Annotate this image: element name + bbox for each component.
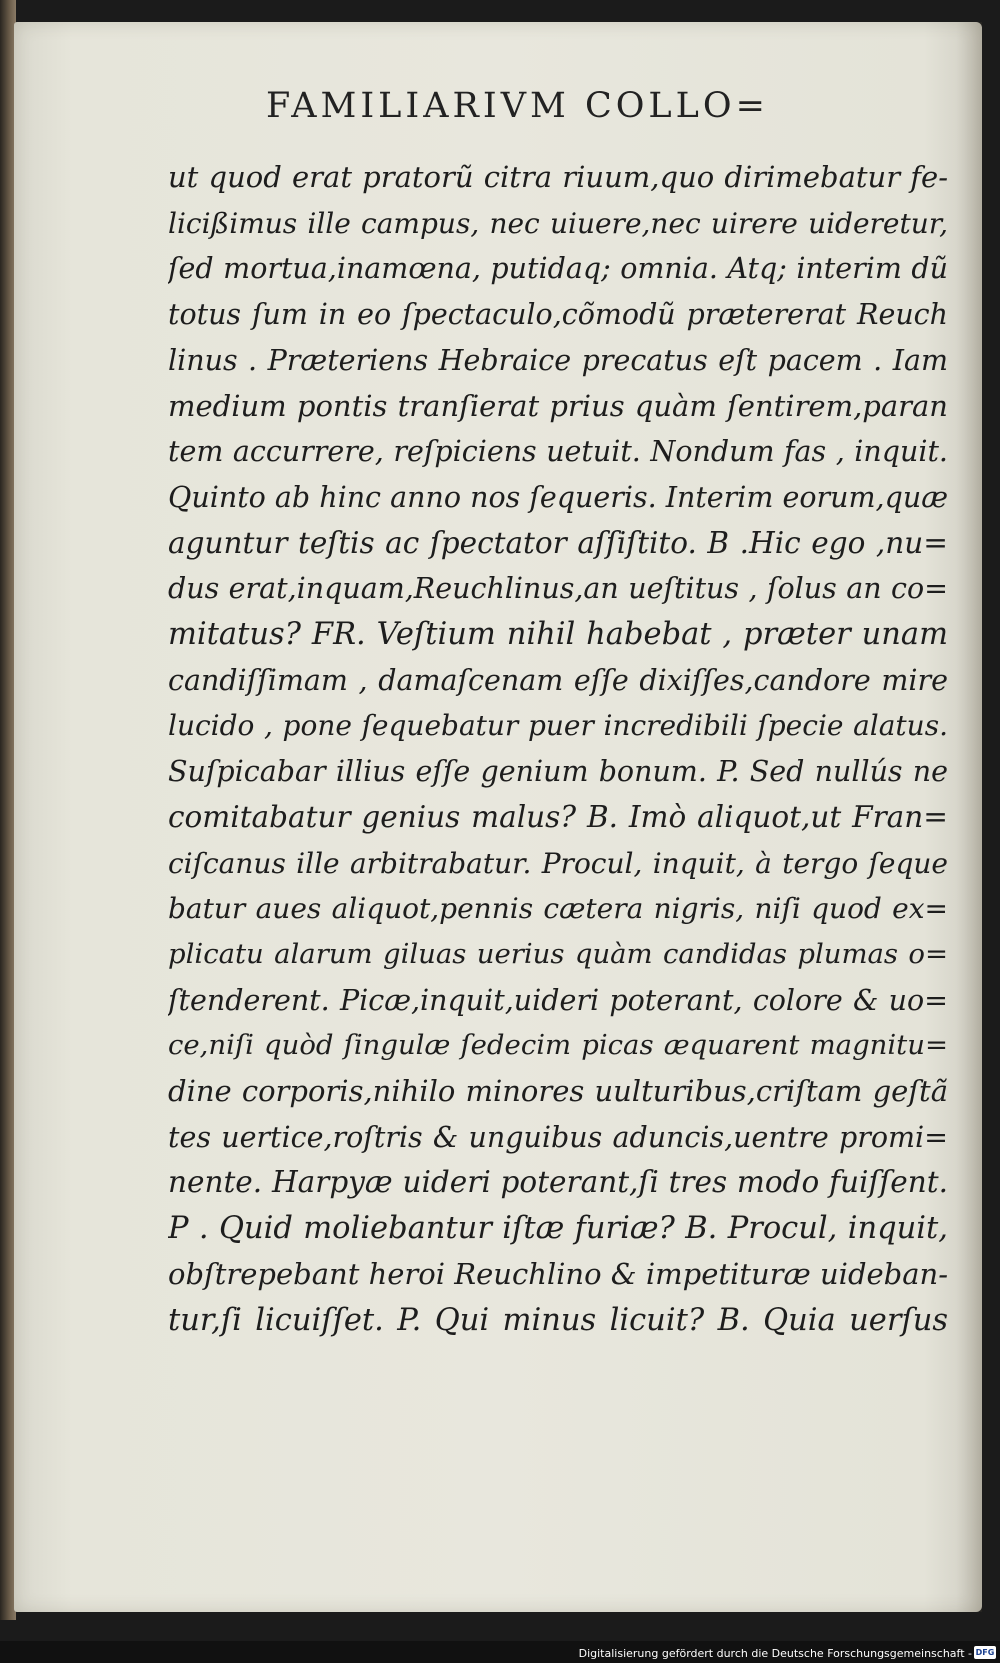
footer-band xyxy=(0,1641,1000,1663)
body-text xyxy=(168,155,948,1343)
text-line: tes uertice,roſtris & unguibus aduncis,uentre promi= xyxy=(168,1120,948,1154)
text-line: medium pontis tranſierat prius quàm ſentirem,paran xyxy=(168,388,948,423)
text-line: dine corporis,nihilo minores uulturibus,criſtam geſtã xyxy=(168,1074,948,1109)
text-line: ce,niſi quòd ſingulæ ſedecim picas æquarent magnitu= xyxy=(168,1029,948,1062)
text-line: lucido , pone ſequebatur puer incredibili ſpecie alatus. xyxy=(168,709,948,743)
text-line: ut quod erat pratorũ citra riuum,quo dirimebatur fe- xyxy=(168,160,948,194)
text-line: linus . Præteriens Hebraice precatus eſt pacem . Iam xyxy=(168,343,948,377)
text-line: licißimus ille campus, nec uiuere,nec uirere uideretur, xyxy=(168,206,948,240)
text-line: comitabatur genius malus? B. Imò aliquot,ut Fran= xyxy=(168,799,948,834)
text-line: Suſpicabar illius eſſe genium bonum. P. Sed nullús ne xyxy=(168,755,948,789)
digitization-credit: Digitalisierung gefördert durch die Deutsche Forschungsgemeinschaft - xyxy=(578,1647,972,1660)
text-line: ſtenderent. Picæ,inquit,uideri poterant, colore & uo= xyxy=(168,983,948,1017)
text-line: plicatu alarum giluas uerius quàm candidas plumas o= xyxy=(168,937,948,970)
text-line: candiſſimam , damaſcenam eſſe dixiſſes,candore mire xyxy=(168,663,948,697)
text-line: tur,ſi licuiſſet. P. Qui minus licuit? B. Quia uerſus xyxy=(168,1302,948,1338)
text-line: ciſcanus ille arbitrabatur. Procul, inquit, à tergo ſeque xyxy=(168,846,948,880)
text-line: batur aues aliquot,pennis cætera nigris, niſi quod ex= xyxy=(168,892,948,926)
page-edge-shadow xyxy=(956,22,982,1612)
text-line: nente. Harpyæ uideri poterant,ſi tres modo fuiſſent. xyxy=(168,1165,948,1200)
text-line: P . Quid moliebantur iſtæ furiæ? B. Procul, inquit, xyxy=(168,1211,948,1247)
text-line: ſed mortua,inamœna, putidaq; omnia. Atq; interim dũ xyxy=(168,252,948,286)
text-line: tem accurrere, reſpiciens uetuit. Nondum fas , inquit. xyxy=(168,435,948,469)
text-line: obſtrepebant heroi Reuchlino & impetituræ uideban- xyxy=(168,1256,948,1291)
text-line: dus erat,inquam,Reuchlinus,an ueſtitus , ſolus an co= xyxy=(168,572,948,606)
text-line: Quinto ab hinc anno nos ſequeris. Interim eorum,quæ xyxy=(168,480,948,514)
running-title: FAMILIARIVM COLLO= xyxy=(266,86,769,126)
text-line: mitatus? FR. Veſtium nihil habebat , præter unam xyxy=(168,617,948,653)
text-line: totus ſum in eo ſpectaculo,cõmodũ prætererat Reuch xyxy=(168,298,948,332)
text-line: aguntur teſtis ac ſpectator aſſiſtito. B .Hic ego ,nu= xyxy=(168,525,948,560)
dfg-logo: DFG xyxy=(975,1648,995,1657)
